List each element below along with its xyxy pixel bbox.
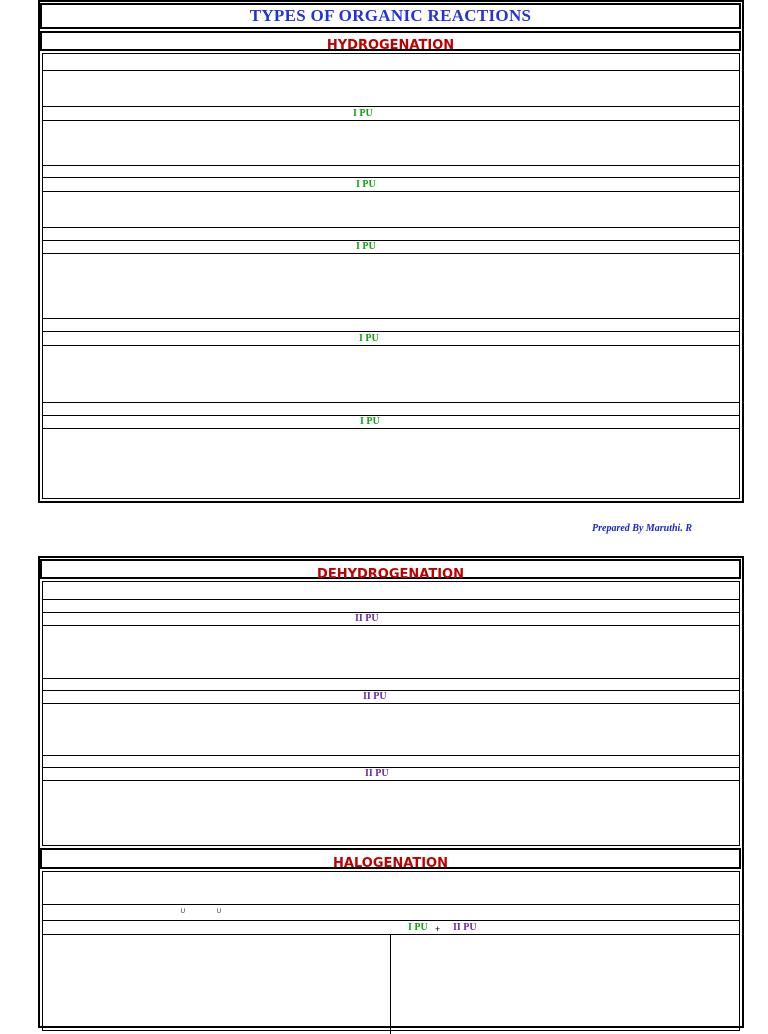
hydrogenation-table xyxy=(42,53,740,499)
row-divider xyxy=(43,780,739,781)
class-label: I PU xyxy=(356,179,376,190)
page-title: TYPES OF ORGANIC REACTIONS xyxy=(249,6,532,25)
row-divider xyxy=(43,165,739,166)
row-divider xyxy=(43,177,739,178)
class-label: I PU xyxy=(353,108,373,119)
class-label: I PU xyxy=(408,922,428,933)
small-mark: ∪ xyxy=(216,906,222,915)
hydrogenation-title-box xyxy=(40,31,741,51)
halogenation-title: HALOGENATION xyxy=(333,856,448,871)
class-label: II PU xyxy=(453,922,477,933)
page-title-box xyxy=(40,3,741,29)
dehydrogenation-title-box xyxy=(40,559,741,582)
row-divider xyxy=(43,920,739,921)
row-divider xyxy=(43,755,739,756)
row-divider xyxy=(43,599,739,600)
row-divider xyxy=(43,331,739,332)
row-divider xyxy=(43,120,739,121)
row-divider xyxy=(43,678,739,679)
row-divider xyxy=(43,106,739,107)
credit-text: Prepared By Maruthi. R xyxy=(592,523,693,534)
row-divider xyxy=(43,227,739,228)
class-label: II PU xyxy=(355,613,379,624)
row-divider xyxy=(43,415,739,416)
column-divider xyxy=(390,934,391,1034)
dehydrogenation-table xyxy=(42,581,740,846)
row-divider xyxy=(43,345,739,346)
row-divider xyxy=(43,428,739,429)
small-mark: ∪ xyxy=(180,906,186,915)
row-divider xyxy=(43,612,739,613)
class-label: I PU xyxy=(359,333,379,344)
row-divider xyxy=(43,70,739,71)
row-divider xyxy=(43,904,739,905)
row-divider xyxy=(43,318,739,319)
credit-line xyxy=(592,516,692,535)
class-label: I PU xyxy=(356,241,376,252)
row-divider xyxy=(43,767,739,768)
row-divider xyxy=(43,253,739,254)
plus-sign: + xyxy=(435,924,441,934)
class-label: II PU xyxy=(363,691,387,702)
halogenation-table xyxy=(42,871,740,1031)
hydrogenation-title: HYDROGENATION xyxy=(326,38,455,53)
class-label: II PU xyxy=(365,768,389,779)
row-divider xyxy=(43,934,739,935)
row-divider xyxy=(43,402,739,403)
row-divider xyxy=(43,191,739,192)
row-divider xyxy=(43,240,739,241)
halogenation-title-box xyxy=(40,848,741,869)
row-divider xyxy=(43,703,739,704)
row-divider xyxy=(43,690,739,691)
row-divider xyxy=(43,625,739,626)
dehydrogenation-title: DEHYDROGENATION xyxy=(317,567,464,582)
class-label: I PU xyxy=(360,416,380,427)
